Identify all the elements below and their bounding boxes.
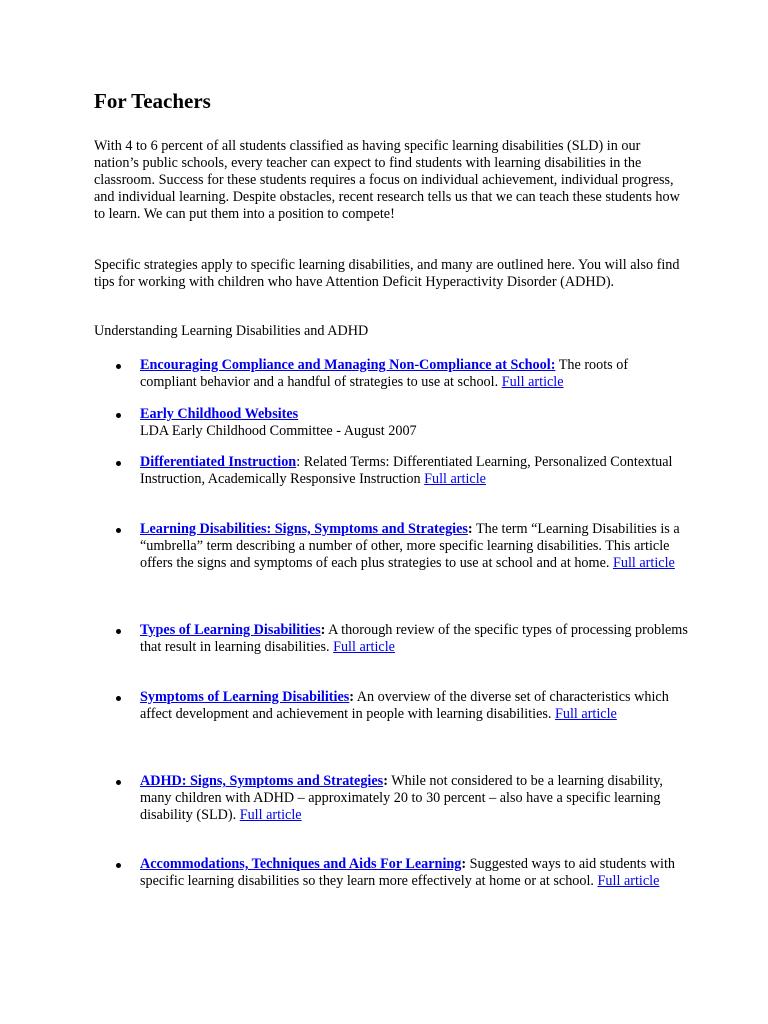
full-article-link[interactable]: Full article: [554, 706, 617, 722]
article-description: While not considered to be a learning disability, many children with ADHD – approximately 20 to 30 percent – also have a specific learning disability (SLD).: [140, 773, 663, 823]
article-description: A thorough review of the specific types of processing problems that result in learning disabilities.: [140, 622, 688, 655]
article-link-adhd[interactable]: ADHD: Signs, Symptoms and Strategies: [140, 773, 384, 789]
article-link-differentiated[interactable]: Differentiated Instruction: [140, 454, 297, 470]
full-article-link[interactable]: Full article: [597, 873, 660, 889]
article-link-accommodations[interactable]: Accommodations, Techniques and Aids For Learning: [140, 856, 462, 872]
list-item: [140, 454, 688, 488]
bullet-icon: [116, 780, 121, 785]
list-item: [140, 521, 688, 572]
full-article-link[interactable]: Full article: [239, 807, 302, 823]
article-link-ld-signs[interactable]: Learning Disabilities: Signs, Symptoms and Strategies: [140, 521, 468, 537]
bullet-icon: [116, 696, 121, 701]
strategies-paragraph: Specific strategies apply to specific learning disabilities, and many are outlined here. You will also find tips for working with children who have Attention Deficit Hyperactivity Disorder (ADHD).: [94, 257, 680, 290]
intro-paragraph: With 4 to 6 percent of all students classified as having specific learning disabilities (SLD) in our nation’s public schools, every teacher can expect to find students with learning disabilities in the classroom. Success for these students requires a focus on individual achievement, individual progress, and individual learning. Despite obstacles, recent research tells us that we can teach these students how to learn. We can put them into a position to compete!: [94, 138, 680, 222]
article-description: Related Terms: Differentiated Learning, Personalized Contextual Instruction, Academically Responsive Instruction: [140, 454, 673, 487]
list-item: [140, 689, 688, 723]
bullet-icon: [116, 461, 121, 466]
title-separator: :: [320, 622, 326, 638]
bullet-icon: [116, 364, 121, 369]
full-article-link[interactable]: Full article: [501, 374, 564, 390]
page-title: For Teachers: [94, 89, 211, 113]
article-link-early-childhood[interactable]: Early Childhood Websites: [140, 406, 299, 422]
bullet-icon: [116, 863, 121, 868]
title-separator: :: [296, 454, 301, 470]
article-link-symptoms[interactable]: Symptoms of Learning Disabilities: [140, 689, 350, 705]
list-item: [140, 406, 688, 440]
article-subtitle: LDA Early Childhood Committee - August 2007: [140, 423, 417, 439]
article-description: The roots of compliant behavior and a handful of strategies to use at school.: [140, 357, 629, 390]
list-item: [140, 622, 688, 656]
list-item: [140, 357, 688, 391]
article-link-types[interactable]: Types of Learning Disabilities: [140, 622, 321, 638]
title-separator: :: [349, 689, 355, 705]
article-description: Suggested ways to aid students with specific learning disabilities so they learn more effectively at home or at school.: [140, 856, 675, 889]
full-article-link[interactable]: Full article: [333, 639, 395, 655]
bullet-icon: [116, 528, 121, 533]
full-article-link[interactable]: Full article: [424, 471, 486, 487]
article-description: An overview of the diverse set of characteristics which affect development and achievement in people with learning disabilities.: [140, 689, 669, 722]
title-separator: :: [383, 773, 388, 789]
title-separator: :: [467, 521, 473, 537]
article-link-compliance[interactable]: Encouraging Compliance and Managing Non-Compliance at School:: [140, 357, 556, 373]
section-heading: Understanding Learning Disabilities and ADHD: [94, 323, 369, 339]
full-article-link[interactable]: Full article: [612, 555, 675, 571]
bullet-icon: [116, 629, 121, 634]
list-item: [140, 856, 688, 890]
bullet-icon: [116, 413, 121, 418]
list-item: [140, 773, 688, 824]
article-description: The term “Learning Disabilities is a “umbrella” term describing a number of other, more specific learning disabilities. This article offers the signs and symptoms of each plus strategies to use at school and at home.: [140, 521, 680, 571]
title-separator: :: [461, 856, 467, 872]
